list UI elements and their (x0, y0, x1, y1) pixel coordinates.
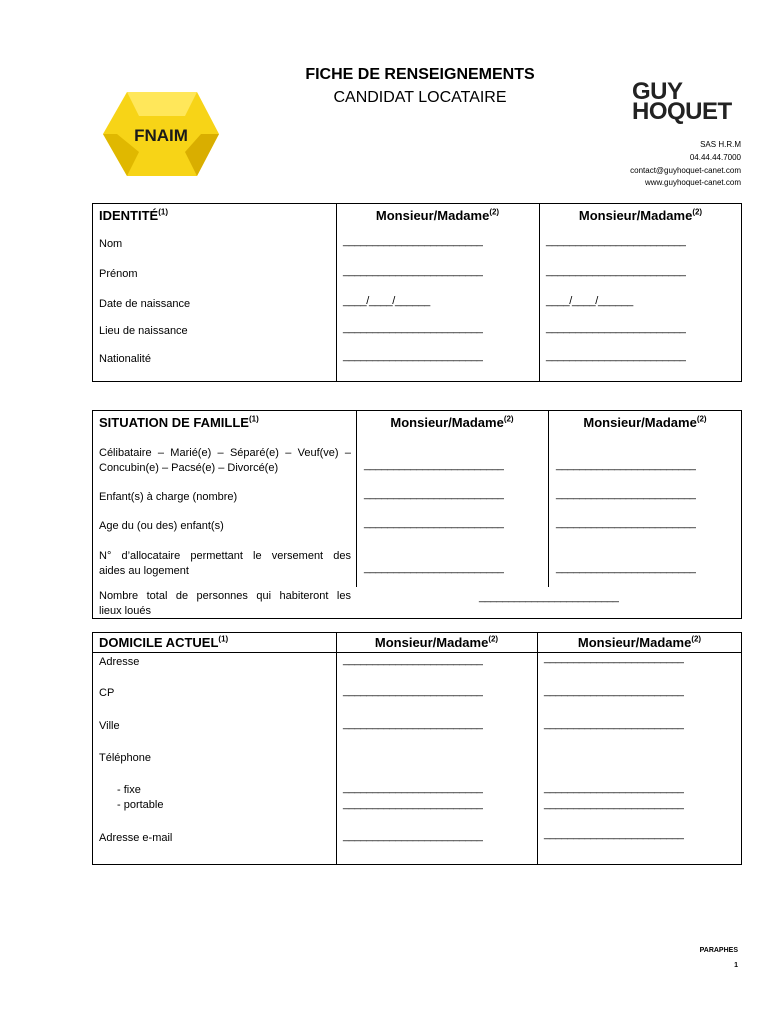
identite-col-1: Monsieur/Madame$^{(2)}$ (375, 207, 500, 223)
allocataire-field-2[interactable]: ________________________ (556, 562, 696, 574)
label-statut-line1: Célibataire – Marié(e) – Séparé(e) – Veuf(ve) – (99, 447, 351, 459)
lieu-naissance-field-1[interactable]: ________________________ (343, 322, 483, 334)
prenom-field-2[interactable]: ________________________ (546, 265, 686, 277)
identite-col-2: Monsieur/Madame$^{(2)}$ (578, 207, 703, 223)
nationalite-field-1[interactable]: ________________________ (343, 350, 483, 362)
label-email: Adresse e-mail (99, 832, 173, 844)
ville-field-2[interactable]: ________________________ (544, 718, 684, 730)
label-age-enfants: Age du (ou des) enfant(s) (99, 520, 224, 532)
age-enfants-field-2[interactable]: ________________________ (556, 517, 696, 529)
statut-field-1[interactable]: ________________________ (364, 459, 504, 471)
agency-name: SAS H.R.M (700, 140, 741, 149)
label-telephone: Téléphone (99, 752, 151, 764)
nom-field-1[interactable]: ________________________ (343, 235, 483, 247)
total-personnes-field[interactable]: ________________________ (479, 591, 619, 603)
allocataire-field-1[interactable]: ________________________ (364, 562, 504, 574)
ville-field-1[interactable]: ________________________ (343, 718, 483, 730)
fixe-field-1[interactable]: ________________________ (343, 782, 483, 794)
label-cp: CP (99, 687, 115, 699)
label-portable: - portable (117, 799, 164, 811)
enfants-field-2[interactable]: ________________________ (556, 488, 696, 500)
cp-field-1[interactable]: ________________________ (343, 685, 483, 697)
identite-table (92, 203, 742, 382)
paraphes-label: PARAPHES (699, 947, 738, 954)
portable-field-1[interactable]: ________________________ (343, 798, 483, 810)
guy-hoquet-logo: GUY HOQUET (632, 78, 732, 125)
prenom-field-1[interactable]: ________________________ (343, 265, 483, 277)
page-number: 1 (734, 962, 738, 969)
portable-field-2[interactable]: ________________________ (544, 798, 684, 810)
label-date-naissance: Date de naissance (99, 298, 191, 310)
nationalite-field-2[interactable]: ________________________ (546, 350, 686, 362)
famille-col-2: Monsieur/Madame$^{(2)}$ (583, 414, 707, 430)
enfants-field-1[interactable]: ________________________ (364, 488, 504, 500)
famille-col-1: Monsieur/Madame$^{(2)}$ (390, 414, 514, 430)
label-enfants: Enfant(s) à charge (nombre) (99, 491, 238, 503)
svg-text:FNAIM: FNAIM (134, 126, 188, 145)
date-naissance-field-2[interactable]: ____/____/______ (546, 295, 633, 307)
cp-field-2[interactable]: ________________________ (544, 685, 684, 697)
statut-field-2[interactable]: ________________________ (556, 459, 696, 471)
fnaim-logo (97, 90, 221, 178)
domicile-col-2: Monsieur/Madame$^{(2)}$ (577, 634, 702, 650)
identite-title: IDENTITÉ$^{(1)}$ (99, 207, 169, 223)
agency-email: contact@guyhoquet-canet.com (630, 166, 741, 175)
adresse-field-1[interactable]: ________________________ (343, 654, 483, 666)
label-nom: Nom (99, 238, 123, 250)
document-title: FICHE DE RENSEIGNEMENTS (305, 66, 535, 83)
date-naissance-field-1[interactable]: ____/____/______ (343, 295, 430, 307)
famille-table (92, 410, 742, 619)
email-field-2[interactable]: ________________________ (544, 828, 684, 840)
label-lieu-naissance: Lieu de naissance (99, 325, 188, 337)
adresse-field-2[interactable]: ________________________ (544, 652, 684, 664)
document-subtitle: CANDIDAT LOCATAIRE (333, 89, 507, 106)
fixe-field-2[interactable]: ________________________ (544, 782, 684, 794)
label-statut-line2: Concubin(e) – Pacsé(e) – Divorcé(e) (99, 462, 279, 474)
label-nationalite: Nationalité (99, 353, 151, 365)
nom-field-2[interactable]: ________________________ (546, 235, 686, 247)
label-fixe: - fixe (117, 784, 141, 796)
label-allocataire-line2: aides au logement (99, 565, 189, 577)
label-prenom: Prénom (99, 268, 138, 280)
label-ville: Ville (99, 720, 120, 732)
agency-website: www.guyhoquet-canet.com (644, 178, 741, 187)
label-total-personnes-line2: lieux loués (99, 605, 151, 617)
label-allocataire-line1: N° d’allocataire permettant le versement des (99, 550, 351, 562)
domicile-col-1: Monsieur/Madame$^{(2)}$ (374, 634, 499, 650)
label-total-personnes-line1: Nombre total de personnes qui habiteront les (99, 590, 351, 602)
email-field-1[interactable]: ________________________ (343, 830, 483, 842)
agency-phone: 04.44.44.7000 (689, 153, 741, 162)
famille-title: SITUATION DE FAMILLE$^{(1)}$ (99, 414, 259, 430)
domicile-table (92, 632, 742, 865)
lieu-naissance-field-2[interactable]: ________________________ (546, 322, 686, 334)
label-adresse: Adresse (99, 656, 140, 668)
age-enfants-field-1[interactable]: ________________________ (364, 517, 504, 529)
domicile-title: DOMICILE ACTUEL$^{(1)}$ (99, 634, 229, 650)
